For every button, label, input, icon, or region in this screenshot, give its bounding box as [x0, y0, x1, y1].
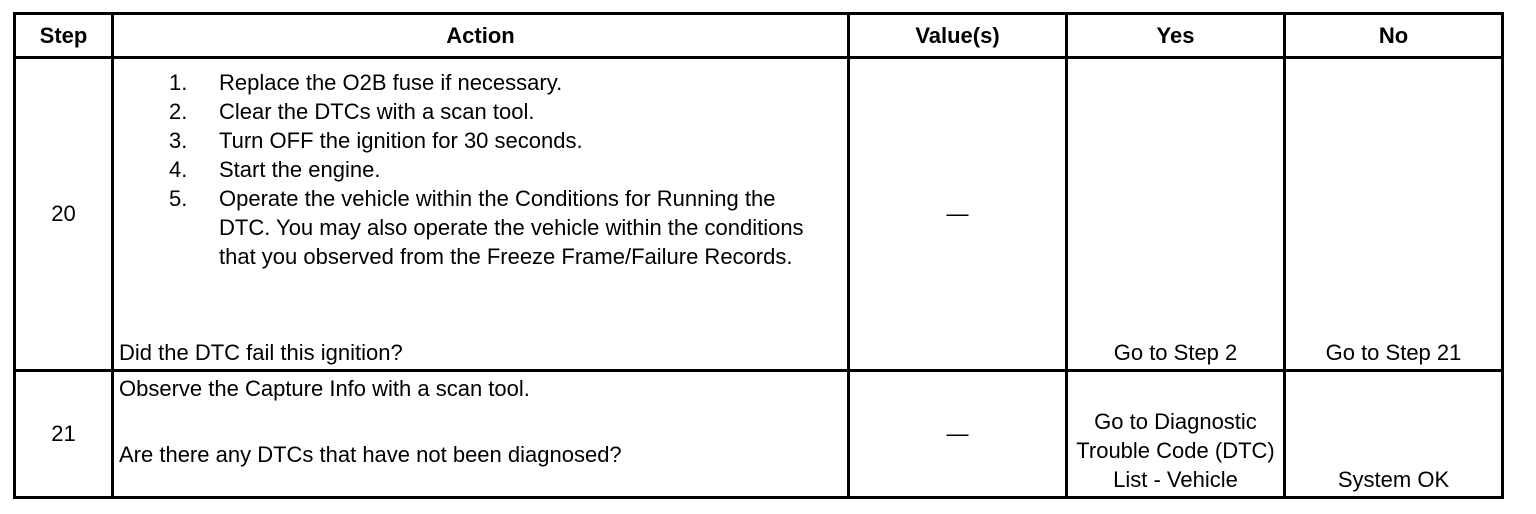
instruction-item	[114, 155, 819, 184]
diagnostic-table-container	[13, 12, 1504, 499]
action-cell	[113, 371, 849, 498]
action-question: Did the DTC fail this ignition?	[119, 340, 403, 365]
header-no: No	[1285, 14, 1503, 58]
instruction-number: 4.	[169, 157, 188, 182]
instruction-number: 2.	[169, 99, 188, 124]
instruction-item	[114, 97, 819, 126]
diagnostic-table	[13, 12, 1504, 499]
instruction-text: Replace the O2B fuse if necessary.	[219, 70, 563, 95]
table-row-step-20	[15, 58, 1503, 371]
action-question: Are there any DTCs that have not been diagnosed?	[119, 442, 622, 467]
instruction-text: Operate the vehicle within the Conditions for Running the DTC. You may also operate the vehicle within the conditions that you observed from the Freeze Frame/Failure Records.	[219, 186, 804, 269]
no-cell: System OK	[1285, 371, 1503, 498]
header-action: Action	[113, 14, 849, 58]
instruction-item	[114, 68, 819, 97]
instruction-number: 5.	[169, 186, 188, 211]
instruction-text: Clear the DTCs with a scan tool.	[219, 99, 535, 124]
value-dash: —	[946, 421, 969, 446]
instruction-text: Turn OFF the ignition for 30 seconds.	[219, 128, 583, 153]
value-dash: —	[946, 201, 969, 226]
header-step: Step	[15, 14, 113, 58]
step-number: 20	[15, 58, 113, 371]
table-row-step-21	[15, 371, 1503, 498]
action-observation: Observe the Capture Info with a scan tool.	[119, 376, 530, 401]
no-cell: Go to Step 21	[1285, 58, 1503, 371]
header-values: Value(s)	[849, 14, 1067, 58]
header-yes: Yes	[1067, 14, 1285, 58]
yes-cell: Go to Diagnostic Trouble Code (DTC) List - Vehicle	[1067, 371, 1285, 498]
instruction-text: Start the engine.	[219, 157, 381, 182]
step-number: 21	[15, 371, 113, 498]
yes-cell: Go to Step 2	[1067, 58, 1285, 371]
instruction-list	[114, 59, 847, 271]
instruction-number: 1.	[169, 70, 188, 95]
header-row	[15, 14, 1503, 58]
action-cell	[113, 58, 849, 371]
value-cell	[849, 58, 1067, 371]
instruction-item	[114, 126, 819, 155]
value-cell	[849, 371, 1067, 498]
instruction-number: 3.	[169, 128, 188, 153]
instruction-item	[114, 184, 819, 271]
